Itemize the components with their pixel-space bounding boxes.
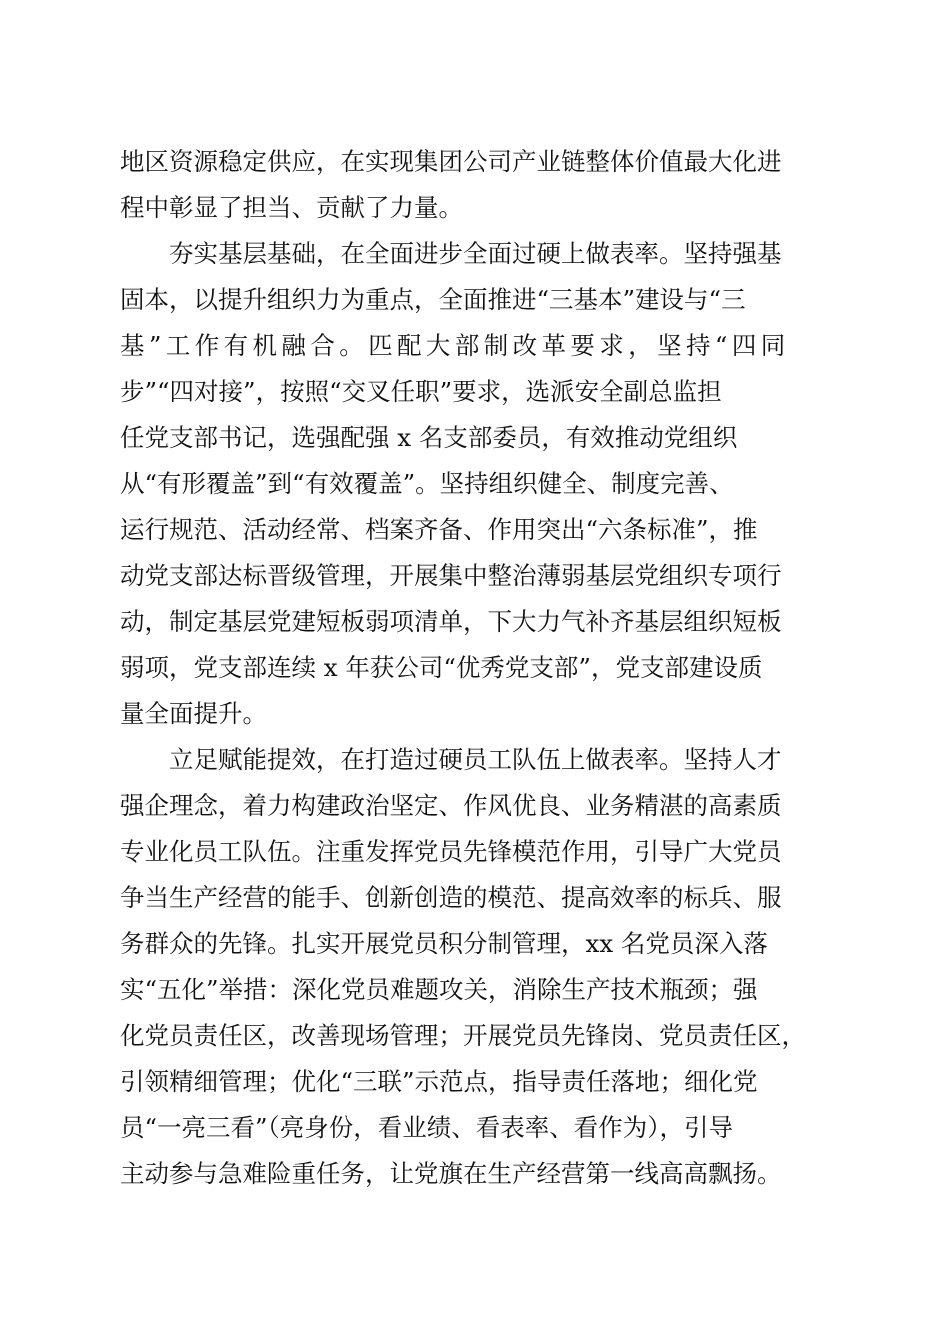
body-text-line: 主动参与急难险重任务，让党旗在生产经营第一线高高飘扬。 bbox=[120, 1159, 782, 1188]
body-text-line: 员“一亮三看”（亮身份，看业绩、看表率、看作为），引导 bbox=[120, 1113, 734, 1142]
body-text-line: 基”工作有机融合。匹配大部制改革要求，坚持“四同 bbox=[120, 331, 790, 360]
paragraph-first-line: 夯实基层基础，在全面进步全面过硬上做表率。坚持强基 bbox=[169, 239, 782, 268]
body-text-line: 地区资源稳定供应，在实现集团公司产业链整体价值最大化进 bbox=[120, 147, 782, 176]
body-text-line: 务群众的先锋。扎实开展党员积分制管理，xx 名党员深入落 bbox=[120, 929, 768, 958]
body-text-line: 步”“四对接”，按照“交叉任职”要求，选派安全副总监担 bbox=[120, 377, 722, 406]
body-text-line: 动，制定基层党建短板弱项清单，下大力气补齐基层组织短板 bbox=[120, 607, 782, 636]
body-text-line: 强企理念，着力构建政治坚定、作风优良、业务精湛的高素质 bbox=[120, 791, 782, 820]
body-text-line: 争当生产经营的能手、创新创造的模范、提高效率的标兵、服 bbox=[120, 883, 782, 912]
body-text-line: 从“有形覆盖”到“有效覆盖”。坚持组织健全、制度完善、 bbox=[120, 469, 734, 498]
paragraph-first-line: 立足赋能提效，在打造过硬员工队伍上做表率。坚持人才 bbox=[169, 745, 782, 774]
body-text-line: 任党支部书记，选强配强 x 名支部委员，有效推动党组织 bbox=[120, 423, 738, 452]
body-text-line: 量全面提升。 bbox=[120, 699, 267, 728]
body-text-line: 固本，以提升组织力为重点，全面推进“三基本”建设与“三 bbox=[120, 285, 746, 314]
body-text-line: 弱项，党支部连续 x 年获公司“优秀党支部”，党支部建设质 bbox=[120, 653, 763, 682]
body-text-line: 专业化员工队伍。注重发挥党员先锋模范作用，引导广大党员 bbox=[120, 837, 782, 866]
body-text-line: 实“五化”举措：深化党员难题攻关，消除生产技术瓶颈；强 bbox=[120, 975, 758, 1004]
body-text-line: 运行规范、活动经常、档案齐备、作用突出“六条标准”，推 bbox=[120, 515, 758, 544]
body-text-line: 程中彰显了担当、贡献了力量。 bbox=[120, 193, 463, 222]
body-text-line: 引领精细管理；优化“三联”示范点，指导责任落地；细化党 bbox=[120, 1067, 758, 1096]
body-text-line: 动党支部达标晋级管理，开展集中整治薄弱基层党组织专项行 bbox=[120, 561, 782, 590]
body-text-line: 化党员责任区，改善现场管理；开展党员先锋岗、党员责任区， bbox=[120, 1021, 806, 1050]
